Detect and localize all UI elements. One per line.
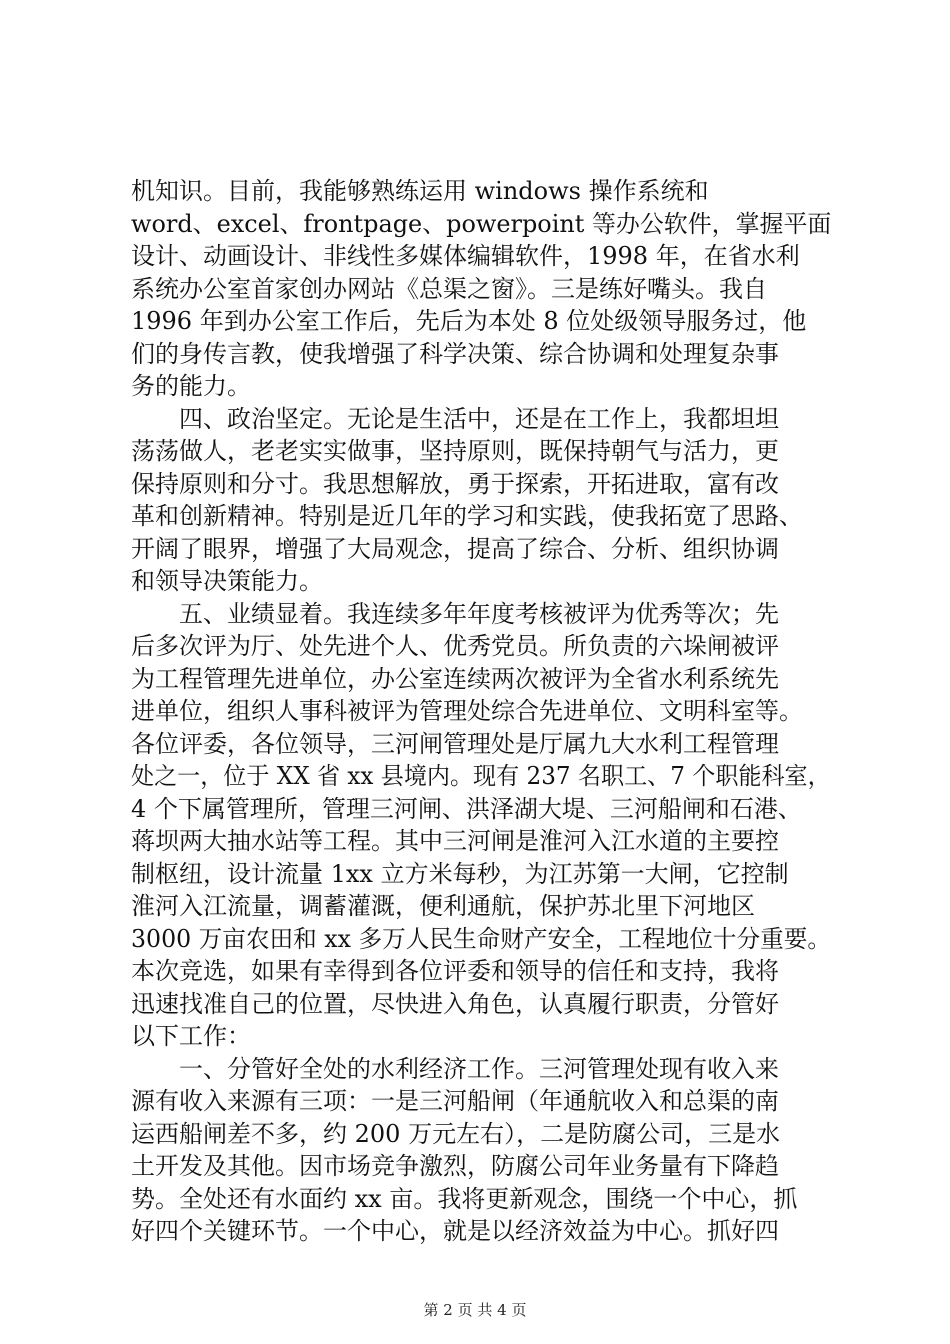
text-line: 各位评委，各位领导，三河闸管理处是厅属九大水利工程管理: [131, 729, 779, 758]
text-line: 本次竞选，如果有幸得到各位评委和领导的信任和支持，我将: [131, 957, 779, 985]
body-text: [131, 175, 831, 1248]
text-line: 好四个关键环节。一个中心，就是以经济效益为中心。抓好四: [131, 1217, 779, 1245]
text-line: 四、政治坚定。无论是生活中，还是在工作上，我都坦坦: [131, 404, 779, 433]
text-line: 进单位，组织人事科被评为管理处综合先进单位、文明科室等。: [131, 697, 803, 725]
text-line: 和领导决策能力。: [131, 567, 323, 595]
text-line: 设计、动画设计、非线性多媒体编辑软件，1998 年，在省水利: [131, 242, 800, 270]
text-line: 制枢纽，设计流量 1xx 立方米每秒，为江苏第一大闸，它控制: [131, 859, 789, 888]
text-line: 淮河入江流量，调蓄灌溉，便利通航，保护苏北里下河地区: [131, 892, 755, 920]
text-line: 保持原则和分寸。我思想解放，勇于探索，开拓进取，富有改: [131, 469, 779, 498]
text-line: 迅速找准自己的位置，尽快进入角色，认真履行职责，分管好: [131, 989, 779, 1018]
text-line: 荡荡做人，老老实实做事，坚持原则，既保持朝气与活力，更: [131, 437, 779, 465]
text-line: 蒋坝两大抽水站等工程。其中三河闸是淮河入江水道的主要控: [131, 827, 779, 855]
text-line: 一、分管好全处的水利经济工作。三河管理处现有收入来: [131, 1054, 779, 1083]
page-footer: 第 2 页 共 4 页: [423, 1301, 527, 1319]
text-line: 开阔了眼界，增强了大局观念，提高了综合、分析、组织协调: [131, 534, 779, 563]
text-line: 系统办公室首家创办网站《总渠之窗》。三是练好嘴头。我自: [131, 274, 767, 303]
text-line: 后多次评为厅、处先进个人、优秀党员。所负责的六垛闸被评: [131, 632, 779, 660]
text-line: 运西船闸差不多，约 200 万元左右），二是防腐公司，三是水: [131, 1119, 781, 1148]
text-line: 4 个下属管理所，管理三河闸、洪泽湖大堤、三河船闸和石港、: [131, 794, 802, 823]
text-line: 革和创新精神。特别是近几年的学习和实践，使我拓宽了思路、: [131, 502, 803, 530]
text-line: 1996 年到办公室工作后，先后为本处 8 位处级领导服务过，他: [131, 307, 807, 335]
text-line: 们的身传言教，使我增强了科学决策、综合协调和处理复杂事: [131, 339, 779, 368]
text-line: 以下工作：: [131, 1022, 251, 1050]
text-line: 务的能力。: [131, 372, 251, 400]
text-line: word、excel、frontpage、powerpoint 等办公软件，掌握平面: [131, 209, 832, 238]
text-line: 机知识。目前，我能够熟练运用 windows 操作系统和: [131, 177, 709, 205]
text-line: 3000 万亩农田和 xx 多万人民生命财产安全，工程地位十分重要。: [131, 924, 832, 953]
text-line: 为工程管理先进单位，办公室连续两次被评为全省水利系统先: [131, 664, 779, 693]
text-line: 势。全处还有水面约 xx 亩。我将更新观念，围绕一个中心，抓: [131, 1184, 798, 1213]
text-line: 源有收入来源有三项：一是三河船闸（年通航收入和总渠的南: [131, 1087, 779, 1115]
text-line: 土开发及其他。因市场竞争激烈，防腐公司年业务量有下降趋: [131, 1152, 779, 1180]
text-line: 处之一，位于 XX 省 xx 县境内。现有 237 名职工、7 个职能科室，: [131, 762, 831, 790]
text-line: 五、业绩显着。我连续多年年度考核被评为优秀等次；先: [131, 599, 779, 628]
